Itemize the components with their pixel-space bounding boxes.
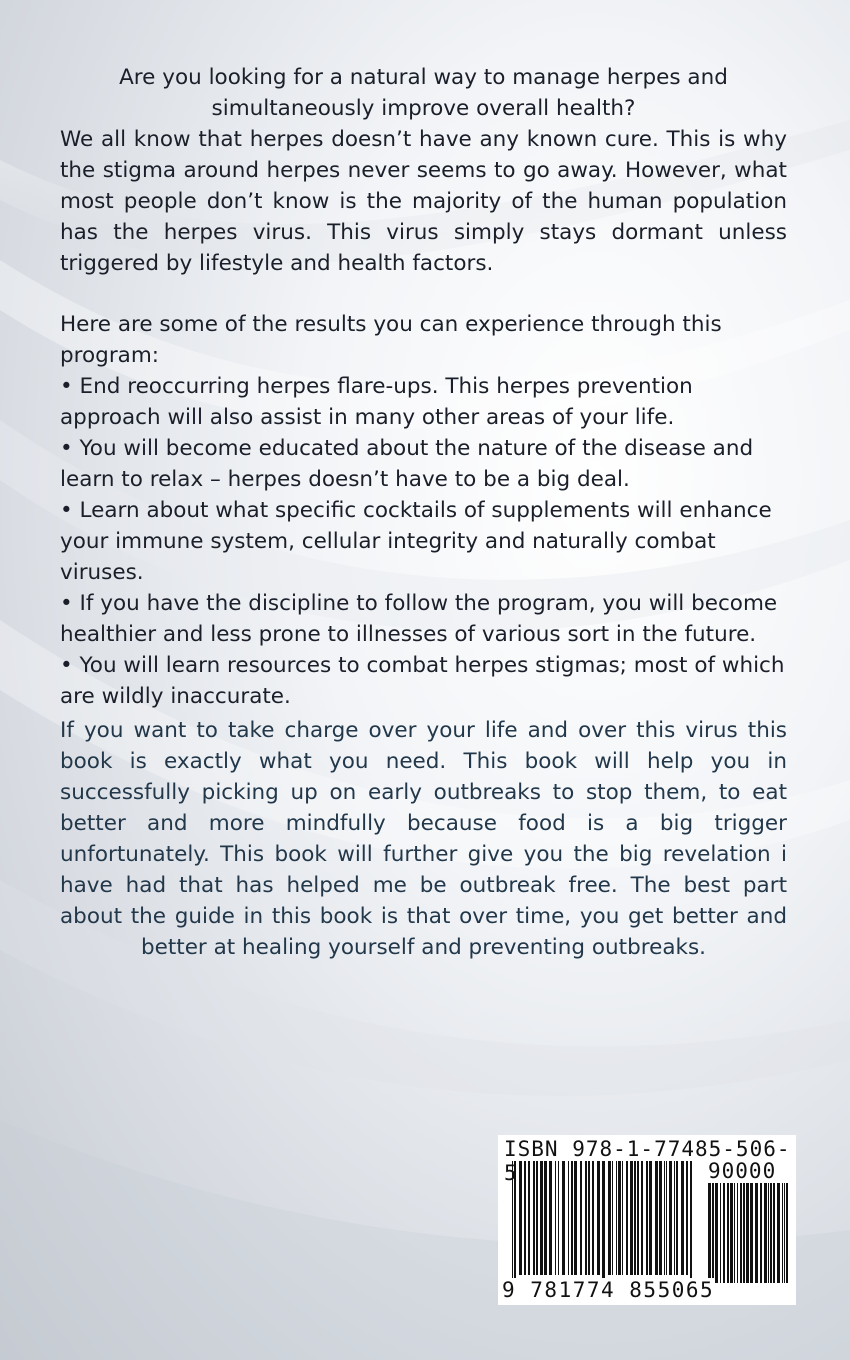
isbn-number: ISBN 978-1-77485-506-5 [504,1137,791,1185]
barcode-bar [784,1183,785,1283]
barcode-bar [743,1183,745,1283]
barcode-bar [755,1183,758,1283]
results-section [60,309,787,712]
intro-paragraph: We all know that herpes doesn’t have any known cure. This is why the stigma around herpes never seems to go away. However, what most people don’t know is the majority of the human population has the herpes virus. This virus simply stays dormant unless triggered by lifestyle and health factors. [60,127,787,276]
results-bullet-4: • If you have the discipline to follow the program, you will become healthier and less prone to illnesses of various sort in the future. [60,591,778,647]
closing-paragraph: If you want to take charge over your life and over this virus this book is exactly what you need. This book will help you in successfully picking up on early outbreaks to stop them, to eat better and more mindfully because food is a big trigger unfortunately. This book will further give you the big revelation i have had that has helped me be outbreak free. The best part about the guide in this book is that over time, you get better and better at healing yourself and preventing outbreaks. [60,718,787,960]
barcode-bar [734,1183,735,1283]
results-heading: Here are some of the results you can experience through this program: [60,312,722,368]
barcode-bar [786,1183,788,1283]
barcode-bar [720,1183,721,1283]
barcode-bar [712,1183,714,1283]
barcode-bar [740,1183,742,1283]
intro-question: Are you looking for a natural way to manage herpes and simultaneously improve overall health? [119,65,728,121]
results-bullet-5: • You will learn resources to combat herpes stigmas; most of which are wildly inaccurate. [60,653,785,709]
results-bullet-1: • End reoccurring herpes flare-ups. This herpes prevention approach will also assist in many other areas of your life. [60,374,693,430]
intro-section [60,62,787,279]
barcode-bar [770,1183,772,1283]
barcode-bar [723,1183,725,1283]
barcode-bar [708,1183,711,1283]
barcode-bar [777,1183,780,1283]
results-bullet-2: • You will become educated about the nature of the disease and learn to relax – herpes doesn’t have to be a big deal. [60,436,754,492]
barcode-bar [746,1183,749,1283]
barcode-bar [727,1183,729,1283]
isbn-barcode [498,1135,796,1305]
closing-section [60,715,787,963]
barcode-bar [768,1183,769,1283]
ean-digits: 9 781774 855065 [502,1278,715,1302]
barcode-bar [730,1183,733,1283]
price-code: 90000 [708,1159,777,1183]
barcode-bar [760,1183,762,1283]
results-bullet-3: • Learn about what specific cocktails of supplements will enhance your immune system, cellular integrity and naturally combat viruses. [60,498,772,585]
barcode-bar [715,1183,718,1283]
barcode-bar [782,1183,783,1283]
barcode-bar [737,1183,738,1283]
barcode-bar [773,1183,775,1283]
barcode-bar [750,1183,753,1283]
barcode-bar [764,1183,767,1283]
